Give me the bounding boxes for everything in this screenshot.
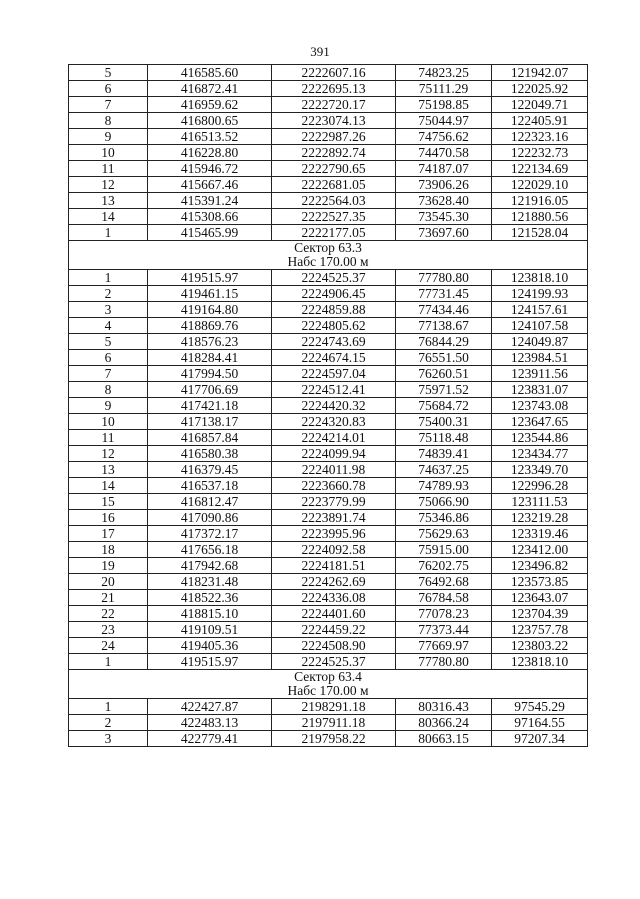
coord-a-cell: 74756.62 bbox=[396, 129, 492, 145]
point-number-cell: 13 bbox=[69, 193, 148, 209]
coord-b-cell: 123219.28 bbox=[492, 510, 588, 526]
coord-b-cell: 97207.34 bbox=[492, 731, 588, 747]
point-number-cell: 1 bbox=[69, 270, 148, 286]
table-row bbox=[69, 113, 588, 129]
point-number-cell: 3 bbox=[69, 731, 148, 747]
coord-b-cell: 124199.93 bbox=[492, 286, 588, 302]
coord-b-cell: 123434.77 bbox=[492, 446, 588, 462]
table-row bbox=[69, 558, 588, 574]
coord-b-cell: 123818.10 bbox=[492, 270, 588, 286]
table-row bbox=[69, 145, 588, 161]
coord-x-cell: 416812.47 bbox=[148, 494, 272, 510]
coord-a-cell: 80366.24 bbox=[396, 715, 492, 731]
coord-b-cell: 123412.00 bbox=[492, 542, 588, 558]
coord-y-cell: 2224525.37 bbox=[272, 270, 396, 286]
coord-x-cell: 417994.50 bbox=[148, 366, 272, 382]
coord-x-cell: 416580.38 bbox=[148, 446, 272, 462]
point-number-cell: 9 bbox=[69, 398, 148, 414]
coord-x-cell: 416959.62 bbox=[148, 97, 272, 113]
point-number-cell: 3 bbox=[69, 302, 148, 318]
coord-a-cell: 75915.00 bbox=[396, 542, 492, 558]
coord-a-cell: 77780.80 bbox=[396, 654, 492, 670]
point-number-cell: 17 bbox=[69, 526, 148, 542]
coord-a-cell: 73628.40 bbox=[396, 193, 492, 209]
coord-a-cell: 75400.31 bbox=[396, 414, 492, 430]
sector-height: Набс 170.00 м bbox=[287, 254, 369, 269]
point-number-cell: 15 bbox=[69, 494, 148, 510]
coord-a-cell: 73545.30 bbox=[396, 209, 492, 225]
coord-b-cell: 123544.86 bbox=[492, 430, 588, 446]
point-number-cell: 9 bbox=[69, 129, 148, 145]
table-row bbox=[69, 209, 588, 225]
table-row bbox=[69, 270, 588, 286]
coord-b-cell: 122029.10 bbox=[492, 177, 588, 193]
coord-x-cell: 419109.51 bbox=[148, 622, 272, 638]
coord-y-cell: 2224512.41 bbox=[272, 382, 396, 398]
point-number-cell: 1 bbox=[69, 699, 148, 715]
point-number-cell: 8 bbox=[69, 382, 148, 398]
section-header bbox=[69, 241, 588, 270]
coord-a-cell: 75346.86 bbox=[396, 510, 492, 526]
point-number-cell: 1 bbox=[69, 654, 148, 670]
point-number-cell: 10 bbox=[69, 145, 148, 161]
table-row bbox=[69, 494, 588, 510]
point-number-cell: 5 bbox=[69, 65, 148, 81]
table-row bbox=[69, 574, 588, 590]
coord-b-cell: 123743.08 bbox=[492, 398, 588, 414]
coord-b-cell: 123573.85 bbox=[492, 574, 588, 590]
point-number-cell: 11 bbox=[69, 161, 148, 177]
coord-b-cell: 123111.53 bbox=[492, 494, 588, 510]
coord-y-cell: 2224420.32 bbox=[272, 398, 396, 414]
coord-a-cell: 75629.63 bbox=[396, 526, 492, 542]
table-row bbox=[69, 366, 588, 382]
table-row bbox=[69, 414, 588, 430]
point-number-cell: 11 bbox=[69, 430, 148, 446]
coord-b-cell: 123757.78 bbox=[492, 622, 588, 638]
coord-x-cell: 418284.41 bbox=[148, 350, 272, 366]
coord-y-cell: 2224597.04 bbox=[272, 366, 396, 382]
table-row bbox=[69, 81, 588, 97]
point-number-cell: 12 bbox=[69, 446, 148, 462]
table-row bbox=[69, 286, 588, 302]
table-row bbox=[69, 699, 588, 715]
point-number-cell: 13 bbox=[69, 462, 148, 478]
coord-b-cell: 123496.82 bbox=[492, 558, 588, 574]
table-body bbox=[69, 65, 588, 747]
coord-x-cell: 417090.86 bbox=[148, 510, 272, 526]
table-row bbox=[69, 542, 588, 558]
point-number-cell: 19 bbox=[69, 558, 148, 574]
coord-y-cell: 2197958.22 bbox=[272, 731, 396, 747]
point-number-cell: 14 bbox=[69, 209, 148, 225]
point-number-cell: 8 bbox=[69, 113, 148, 129]
table-row bbox=[69, 334, 588, 350]
coord-a-cell: 77780.80 bbox=[396, 270, 492, 286]
coord-a-cell: 73697.60 bbox=[396, 225, 492, 241]
table-row bbox=[69, 193, 588, 209]
coord-b-cell: 123319.46 bbox=[492, 526, 588, 542]
point-number-cell: 1 bbox=[69, 225, 148, 241]
coord-x-cell: 416800.65 bbox=[148, 113, 272, 129]
coord-y-cell: 2222892.74 bbox=[272, 145, 396, 161]
coord-y-cell: 2222527.35 bbox=[272, 209, 396, 225]
coord-b-cell: 97164.55 bbox=[492, 715, 588, 731]
coord-x-cell: 418231.48 bbox=[148, 574, 272, 590]
coord-x-cell: 416585.60 bbox=[148, 65, 272, 81]
table-row bbox=[69, 715, 588, 731]
coord-b-cell: 122405.91 bbox=[492, 113, 588, 129]
point-number-cell: 20 bbox=[69, 574, 148, 590]
point-number-cell: 23 bbox=[69, 622, 148, 638]
coord-x-cell: 418815.10 bbox=[148, 606, 272, 622]
coord-a-cell: 77434.46 bbox=[396, 302, 492, 318]
coord-a-cell: 77669.97 bbox=[396, 638, 492, 654]
coord-x-cell: 418522.36 bbox=[148, 590, 272, 606]
coord-x-cell: 416228.80 bbox=[148, 145, 272, 161]
coord-y-cell: 2224805.62 bbox=[272, 318, 396, 334]
coord-x-cell: 415308.66 bbox=[148, 209, 272, 225]
coord-y-cell: 2222681.05 bbox=[272, 177, 396, 193]
coord-x-cell: 419515.97 bbox=[148, 654, 272, 670]
coord-a-cell: 80316.43 bbox=[396, 699, 492, 715]
coord-a-cell: 76260.51 bbox=[396, 366, 492, 382]
point-number-cell: 10 bbox=[69, 414, 148, 430]
coord-y-cell: 2224214.01 bbox=[272, 430, 396, 446]
coord-a-cell: 77138.67 bbox=[396, 318, 492, 334]
coord-y-cell: 2222607.16 bbox=[272, 65, 396, 81]
table-row bbox=[69, 382, 588, 398]
coord-x-cell: 417942.68 bbox=[148, 558, 272, 574]
coord-y-cell: 2223074.13 bbox=[272, 113, 396, 129]
coord-y-cell: 2224320.83 bbox=[272, 414, 396, 430]
point-number-cell: 2 bbox=[69, 715, 148, 731]
coord-y-cell: 2224743.69 bbox=[272, 334, 396, 350]
coord-b-cell: 123911.56 bbox=[492, 366, 588, 382]
coord-a-cell: 74187.07 bbox=[396, 161, 492, 177]
coord-y-cell: 2222695.13 bbox=[272, 81, 396, 97]
coord-x-cell: 419405.36 bbox=[148, 638, 272, 654]
coord-b-cell: 122049.71 bbox=[492, 97, 588, 113]
coord-x-cell: 416872.41 bbox=[148, 81, 272, 97]
coord-x-cell: 419164.80 bbox=[148, 302, 272, 318]
coord-x-cell: 417372.17 bbox=[148, 526, 272, 542]
coord-a-cell: 76492.68 bbox=[396, 574, 492, 590]
coord-y-cell: 2222790.65 bbox=[272, 161, 396, 177]
coord-y-cell: 2224459.22 bbox=[272, 622, 396, 638]
coord-b-cell: 122025.92 bbox=[492, 81, 588, 97]
coord-y-cell: 2224859.88 bbox=[272, 302, 396, 318]
point-number-cell: 5 bbox=[69, 334, 148, 350]
coord-x-cell: 422483.13 bbox=[148, 715, 272, 731]
sector-height: Набс 170.00 м bbox=[287, 683, 369, 698]
coord-a-cell: 77373.44 bbox=[396, 622, 492, 638]
coord-x-cell: 416379.45 bbox=[148, 462, 272, 478]
table-row bbox=[69, 398, 588, 414]
coord-x-cell: 419461.15 bbox=[148, 286, 272, 302]
table-row bbox=[69, 446, 588, 462]
table-row bbox=[69, 526, 588, 542]
table-row bbox=[69, 177, 588, 193]
coord-b-cell: 121942.07 bbox=[492, 65, 588, 81]
coord-a-cell: 74839.41 bbox=[396, 446, 492, 462]
sector-title: Сектор 63.3 bbox=[294, 240, 362, 255]
table-row bbox=[69, 97, 588, 113]
coord-b-cell: 123349.70 bbox=[492, 462, 588, 478]
coord-a-cell: 74470.58 bbox=[396, 145, 492, 161]
coord-b-cell: 124049.87 bbox=[492, 334, 588, 350]
coord-b-cell: 123643.07 bbox=[492, 590, 588, 606]
coord-a-cell: 77731.45 bbox=[396, 286, 492, 302]
coord-x-cell: 422427.87 bbox=[148, 699, 272, 715]
point-number-cell: 7 bbox=[69, 366, 148, 382]
point-number-cell: 16 bbox=[69, 510, 148, 526]
coord-y-cell: 2224262.69 bbox=[272, 574, 396, 590]
coord-x-cell: 418869.76 bbox=[148, 318, 272, 334]
coord-y-cell: 2222720.17 bbox=[272, 97, 396, 113]
table-row bbox=[69, 638, 588, 654]
coord-y-cell: 2222987.26 bbox=[272, 129, 396, 145]
table-row bbox=[69, 590, 588, 606]
coord-x-cell: 416537.18 bbox=[148, 478, 272, 494]
coord-a-cell: 80663.15 bbox=[396, 731, 492, 747]
table-row bbox=[69, 430, 588, 446]
coord-b-cell: 122996.28 bbox=[492, 478, 588, 494]
coord-y-cell: 2224674.15 bbox=[272, 350, 396, 366]
coord-x-cell: 417421.18 bbox=[148, 398, 272, 414]
coord-x-cell: 417138.17 bbox=[148, 414, 272, 430]
point-number-cell: 6 bbox=[69, 350, 148, 366]
coord-y-cell: 2224401.60 bbox=[272, 606, 396, 622]
coord-x-cell: 416857.84 bbox=[148, 430, 272, 446]
coord-y-cell: 2222177.05 bbox=[272, 225, 396, 241]
coord-y-cell: 2224336.08 bbox=[272, 590, 396, 606]
section-header-row bbox=[69, 670, 588, 699]
coord-b-cell: 123984.51 bbox=[492, 350, 588, 366]
table-row bbox=[69, 478, 588, 494]
point-number-cell: 22 bbox=[69, 606, 148, 622]
coord-b-cell: 123831.07 bbox=[492, 382, 588, 398]
coord-a-cell: 76784.58 bbox=[396, 590, 492, 606]
coord-y-cell: 2224092.58 bbox=[272, 542, 396, 558]
table-row bbox=[69, 65, 588, 81]
table-row bbox=[69, 731, 588, 747]
coord-x-cell: 417706.69 bbox=[148, 382, 272, 398]
table-row bbox=[69, 510, 588, 526]
section-header-row bbox=[69, 241, 588, 270]
point-number-cell: 18 bbox=[69, 542, 148, 558]
coordinates-table bbox=[68, 64, 588, 747]
coord-y-cell: 2224508.90 bbox=[272, 638, 396, 654]
coord-b-cell: 123704.39 bbox=[492, 606, 588, 622]
coord-a-cell: 77078.23 bbox=[396, 606, 492, 622]
coord-b-cell: 122232.73 bbox=[492, 145, 588, 161]
coord-a-cell: 73906.26 bbox=[396, 177, 492, 193]
coord-b-cell: 124107.58 bbox=[492, 318, 588, 334]
coord-b-cell: 121916.05 bbox=[492, 193, 588, 209]
coord-x-cell: 418576.23 bbox=[148, 334, 272, 350]
table-row bbox=[69, 622, 588, 638]
coord-a-cell: 74823.25 bbox=[396, 65, 492, 81]
coord-x-cell: 416513.52 bbox=[148, 129, 272, 145]
table-row bbox=[69, 350, 588, 366]
table-row bbox=[69, 302, 588, 318]
point-number-cell: 4 bbox=[69, 318, 148, 334]
coord-y-cell: 2224525.37 bbox=[272, 654, 396, 670]
coord-a-cell: 75044.97 bbox=[396, 113, 492, 129]
coord-b-cell: 123647.65 bbox=[492, 414, 588, 430]
coord-y-cell: 2224099.94 bbox=[272, 446, 396, 462]
coord-x-cell: 419515.97 bbox=[148, 270, 272, 286]
table-row bbox=[69, 129, 588, 145]
table-row bbox=[69, 161, 588, 177]
coord-y-cell: 2223891.74 bbox=[272, 510, 396, 526]
coord-a-cell: 76844.29 bbox=[396, 334, 492, 350]
table-row bbox=[69, 606, 588, 622]
point-number-cell: 24 bbox=[69, 638, 148, 654]
table-row bbox=[69, 318, 588, 334]
coord-b-cell: 97545.29 bbox=[492, 699, 588, 715]
sector-title: Сектор 63.4 bbox=[294, 669, 362, 684]
coord-b-cell: 124157.61 bbox=[492, 302, 588, 318]
coord-a-cell: 75971.52 bbox=[396, 382, 492, 398]
coord-b-cell: 121880.56 bbox=[492, 209, 588, 225]
coord-y-cell: 2224906.45 bbox=[272, 286, 396, 302]
coord-a-cell: 75066.90 bbox=[396, 494, 492, 510]
coord-x-cell: 415465.99 bbox=[148, 225, 272, 241]
coord-y-cell: 2223995.96 bbox=[272, 526, 396, 542]
table-row bbox=[69, 654, 588, 670]
coord-x-cell: 422779.41 bbox=[148, 731, 272, 747]
coord-a-cell: 75111.29 bbox=[396, 81, 492, 97]
coord-y-cell: 2223660.78 bbox=[272, 478, 396, 494]
section-header bbox=[69, 670, 588, 699]
coord-b-cell: 122134.69 bbox=[492, 161, 588, 177]
coord-y-cell: 2198291.18 bbox=[272, 699, 396, 715]
table-row bbox=[69, 462, 588, 478]
coord-b-cell: 122323.16 bbox=[492, 129, 588, 145]
coord-x-cell: 415667.46 bbox=[148, 177, 272, 193]
coord-x-cell: 415946.72 bbox=[148, 161, 272, 177]
coord-a-cell: 76551.50 bbox=[396, 350, 492, 366]
point-number-cell: 6 bbox=[69, 81, 148, 97]
coord-y-cell: 2224181.51 bbox=[272, 558, 396, 574]
table-row bbox=[69, 225, 588, 241]
coord-a-cell: 76202.75 bbox=[396, 558, 492, 574]
coord-a-cell: 75684.72 bbox=[396, 398, 492, 414]
coord-b-cell: 121528.04 bbox=[492, 225, 588, 241]
coord-a-cell: 75198.85 bbox=[396, 97, 492, 113]
coord-b-cell: 123818.10 bbox=[492, 654, 588, 670]
coord-b-cell: 123803.22 bbox=[492, 638, 588, 654]
coord-y-cell: 2222564.03 bbox=[272, 193, 396, 209]
point-number-cell: 7 bbox=[69, 97, 148, 113]
coord-a-cell: 74789.93 bbox=[396, 478, 492, 494]
coord-y-cell: 2224011.98 bbox=[272, 462, 396, 478]
coord-x-cell: 417656.18 bbox=[148, 542, 272, 558]
point-number-cell: 14 bbox=[69, 478, 148, 494]
coord-x-cell: 415391.24 bbox=[148, 193, 272, 209]
point-number-cell: 21 bbox=[69, 590, 148, 606]
coord-y-cell: 2197911.18 bbox=[272, 715, 396, 731]
coord-a-cell: 75118.48 bbox=[396, 430, 492, 446]
point-number-cell: 12 bbox=[69, 177, 148, 193]
point-number-cell: 2 bbox=[69, 286, 148, 302]
coord-y-cell: 2223779.99 bbox=[272, 494, 396, 510]
coord-a-cell: 74637.25 bbox=[396, 462, 492, 478]
page-number: 391 bbox=[310, 44, 330, 59]
